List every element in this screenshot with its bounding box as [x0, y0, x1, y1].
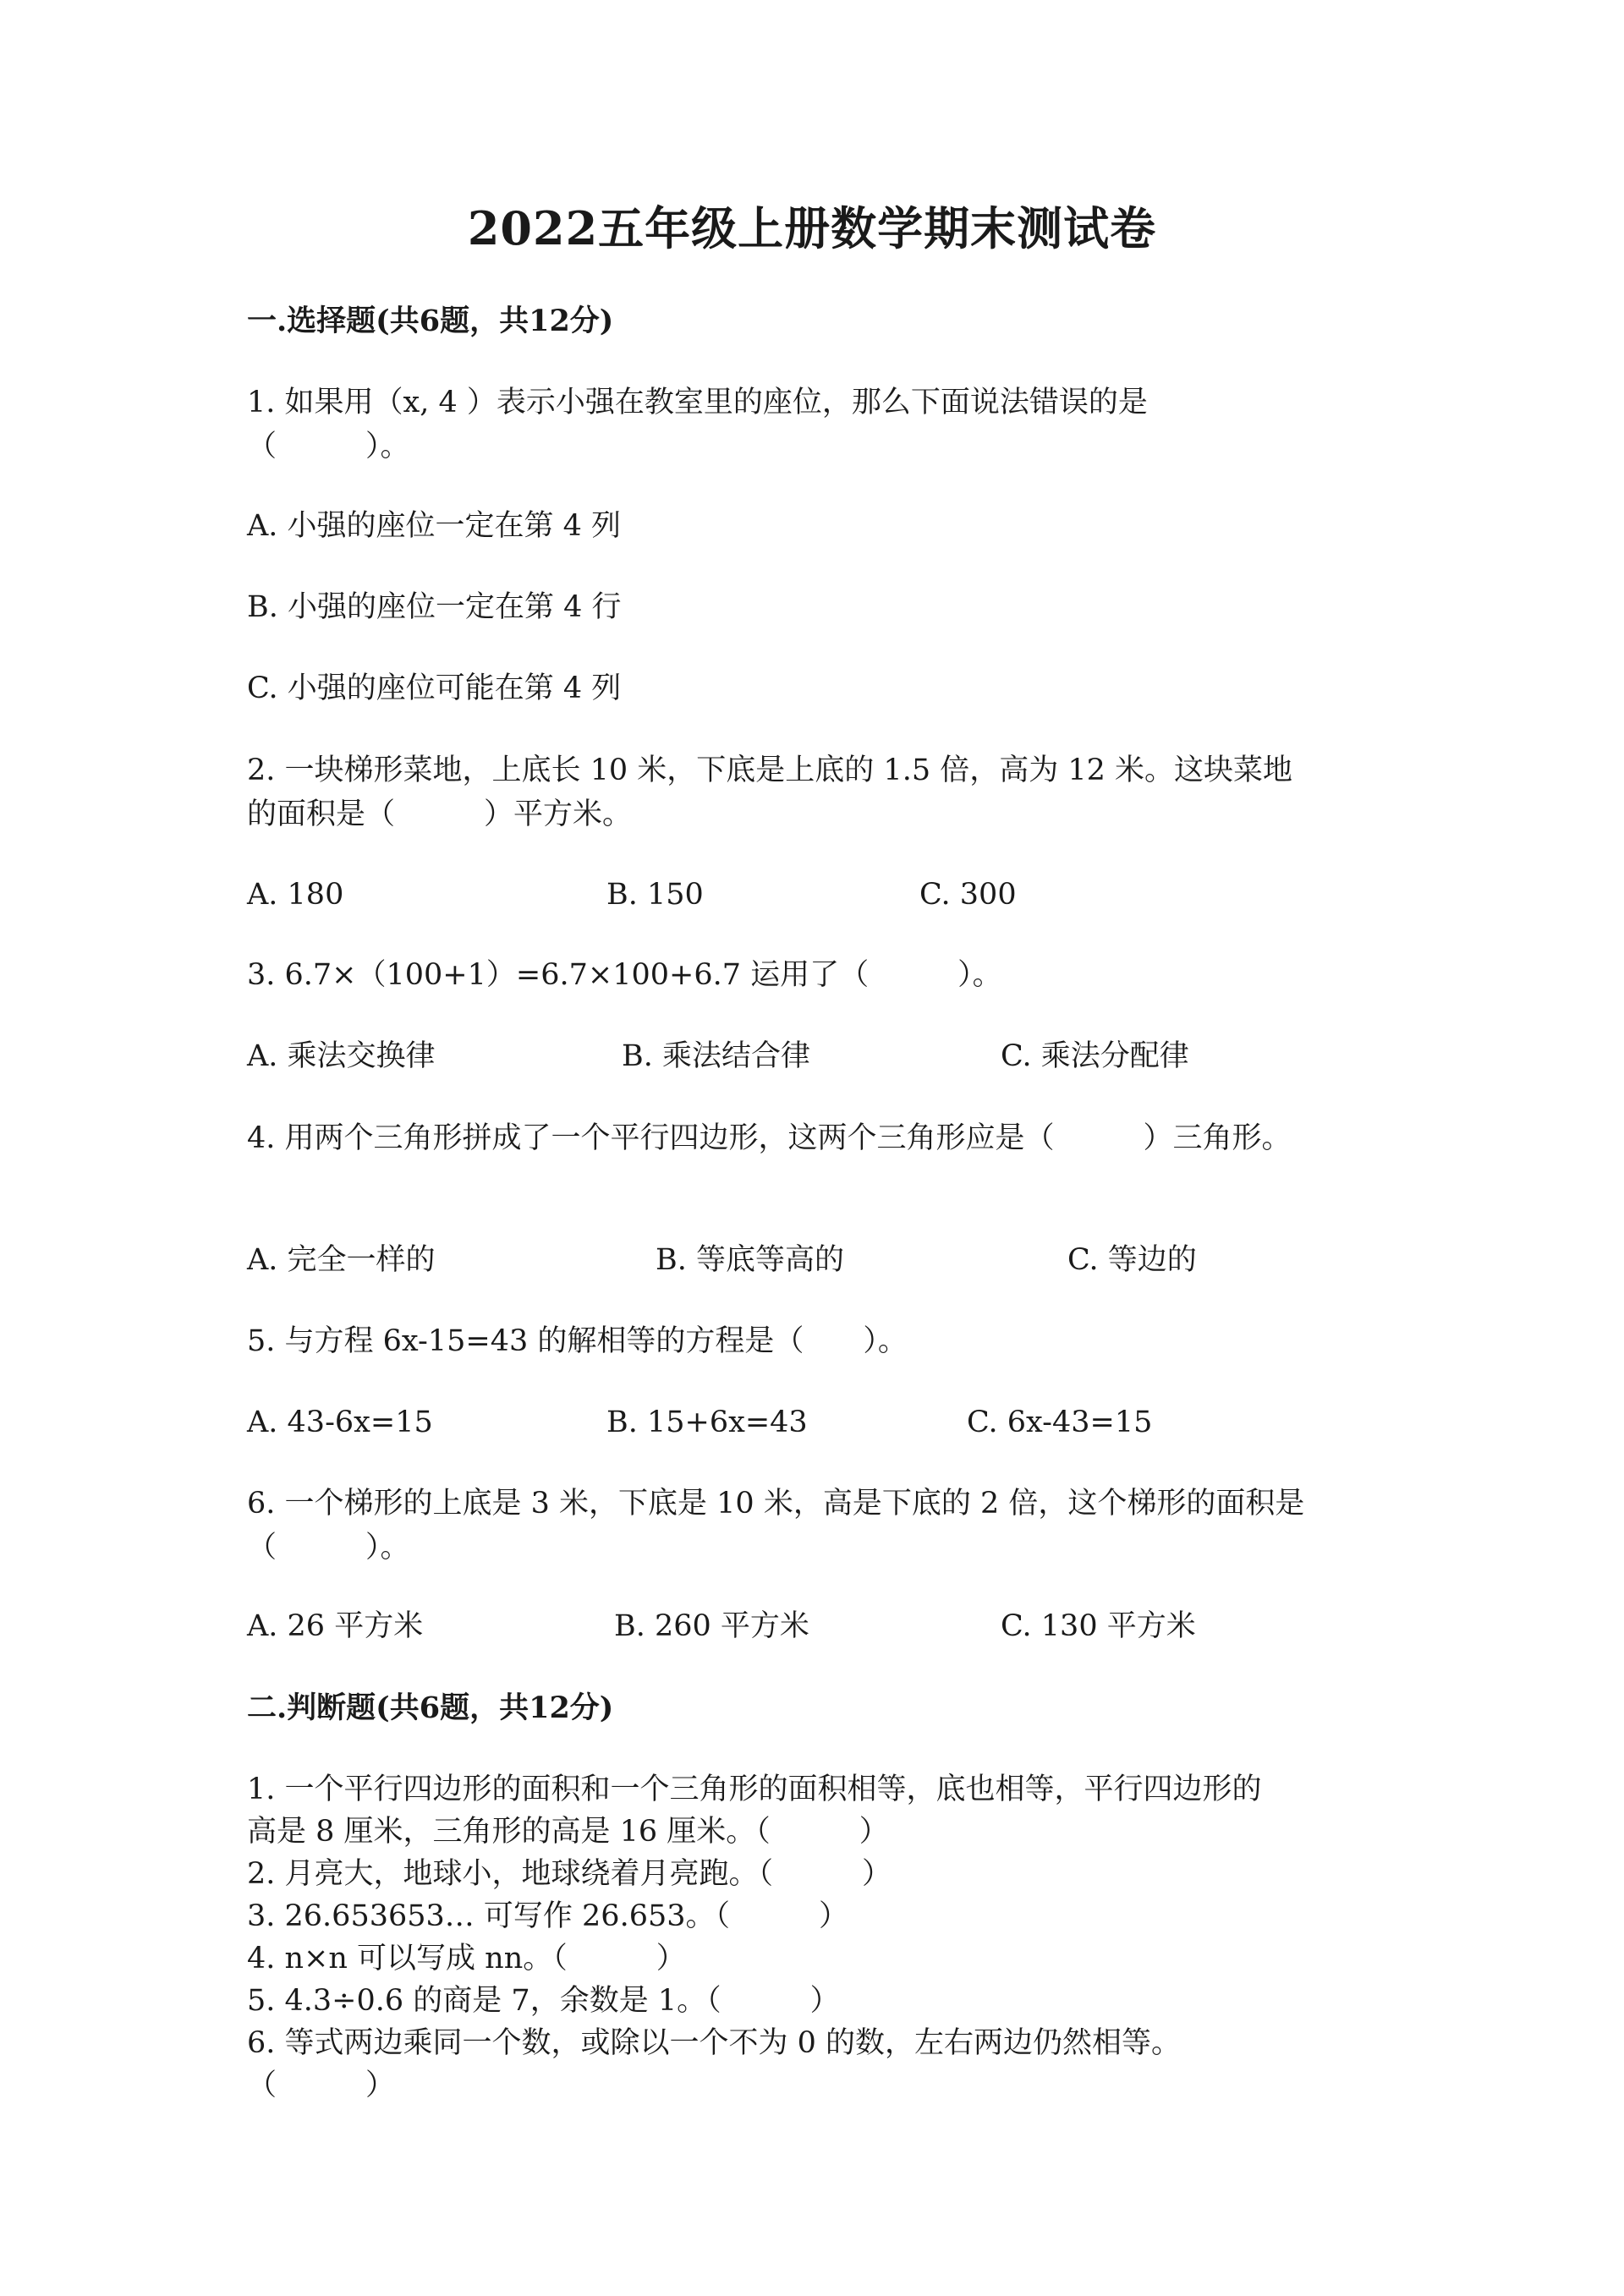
question-1-line1: 1. 如果用（x, 4 ）表示小强在教室里的座位，那么下面说法错误的是: [247, 386, 1148, 419]
question-4-line1: 4. 用两个三角形拼成了一个平行四边形，这两个三角形应是（ ）三角形。: [247, 1121, 1292, 1155]
question-5-option-a: A. 43-6x=15: [247, 1406, 433, 1439]
question-5-option-b: B. 15+6x=43: [606, 1406, 808, 1439]
question-6-line1: 6. 一个梯形的上底是 3 米，下底是 10 米，高是下底的 2 倍，这个梯形的面积是: [247, 1487, 1305, 1521]
judge-line-3: 2. 月亮大，地球小，地球绕着月亮跑。（ ）: [247, 1857, 892, 1891]
judge-line-7: 6. 等式两边乘同一个数，或除以一个不为 0 的数，左右两边仍然相等。: [247, 2026, 1182, 2060]
judge-line-6: 5. 4.3÷0.6 的商是 7，余数是 1。（ ）: [247, 1984, 840, 2018]
question-6-line2: （ ）。: [247, 1531, 410, 1564]
question-1-option-a: A. 小强的座位一定在第 4 列: [247, 509, 622, 543]
judge-line-2: 高是 8 厘米，三角形的高是 16 厘米。（ ）: [247, 1815, 889, 1849]
question-6-option-b: B. 260 平方米: [614, 1609, 809, 1643]
question-3-line1: 3. 6.7×（100+1）=6.7×100+6.7 运用了（ ）。: [247, 958, 1002, 992]
question-2-line2: 的面积是（ ）平方米。: [247, 797, 633, 831]
question-3-option-c: C. 乘法分配律: [1001, 1039, 1189, 1073]
judge-line-4: 3. 26.653653… 可写作 26.653。（ ）: [247, 1899, 849, 1933]
question-2-option-a: A. 180: [247, 878, 344, 912]
question-2-option-c: C. 300: [919, 878, 1017, 912]
question-6-option-c: C. 130 平方米: [1001, 1609, 1196, 1643]
section1-heading: 一.选择题(共6题，共12分): [247, 304, 614, 338]
question-2-line1: 2. 一块梯形菜地，上底长 10 米，下底是上底的 1.5 倍，高为 12 米。这块菜地: [247, 753, 1293, 787]
page-title: 2022五年级上册数学期末测试卷: [467, 201, 1157, 255]
question-1-option-b: B. 小强的座位一定在第 4 行: [247, 590, 622, 624]
question-5-line1: 5. 与方程 6x-15=43 的解相等的方程是（ ）。: [247, 1324, 908, 1358]
section2-heading: 二.判断题(共6题，共12分): [247, 1690, 614, 1725]
question-1-option-c: C. 小强的座位可能在第 4 列: [247, 671, 622, 705]
question-3-option-a: A. 乘法交换律: [247, 1039, 436, 1073]
question-3-option-b: B. 乘法结合律: [622, 1039, 810, 1073]
question-6-option-a: A. 26 平方米: [247, 1609, 424, 1643]
question-1-line2: （ ）。: [247, 430, 410, 463]
question-2-option-b: B. 150: [606, 878, 704, 912]
question-4-option-a: A. 完全一样的: [247, 1243, 436, 1277]
judge-line-8: （ ）: [247, 2069, 396, 2102]
question-4-option-b: B. 等底等高的: [656, 1243, 844, 1277]
question-5-option-c: C. 6x-43=15: [967, 1406, 1153, 1439]
judge-line-1: 1. 一个平行四边形的面积和一个三角形的面积相等，底也相等，平行四边形的: [247, 1773, 1262, 1806]
question-4-option-c: C. 等边的: [1067, 1243, 1197, 1277]
judge-line-5: 4. n×n 可以写成 nn。（ ）: [247, 1942, 686, 1975]
